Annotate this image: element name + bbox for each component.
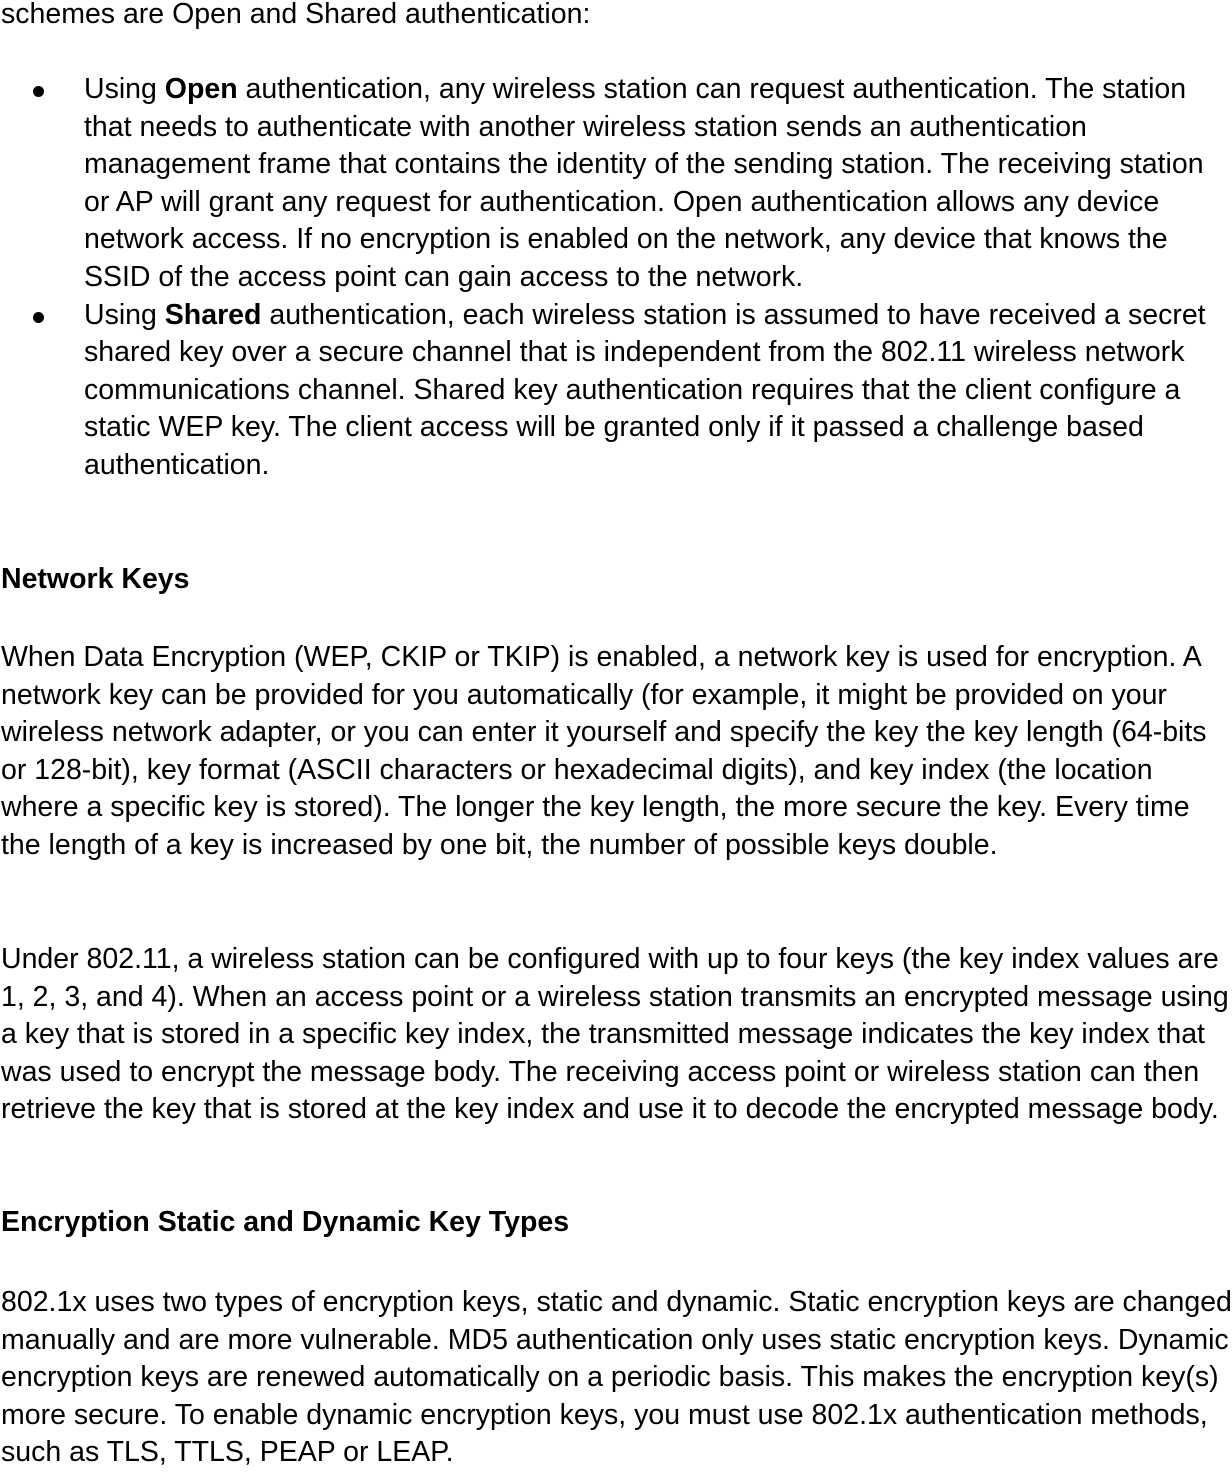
list-item-shared <box>0 297 1232 485</box>
bullet-text: authentication, any wireless station can request authentication. The station that needs to authenticate with another wireless station sends an authentication management frame that contains the identity of the sending station. The receiving station or AP will grant any request for authentication. Open authentication allows any device network access. If no encryption is enabled on the network, any device that knows the SSID of the access point can gain access to the network. <box>84 73 1204 293</box>
intro-text: schemes are Open and Shared authentication: <box>1 0 591 30</box>
bullet-icon <box>33 312 44 323</box>
paragraph-network-keys-1: When Data Encryption (WEP, CKIP or TKIP) is enabled, a network key is used for encryption. A network key can be provided for you automatically (for example, it might be provided on your wireless network adapter, or you can enter it yourself and specify the key the key length (64-bits or 128-bit), key format (ASCII characters or hexadecimal digits), and key index (the location where a specific key is stored). The longer the key length, the more secure the key. Every time the length of a key is increased by one bit, the number of possible keys double. <box>1 641 1207 861</box>
heading-key-types: Encryption Static and Dynamic Key Types <box>1 1206 570 1238</box>
list-item-open <box>0 71 1232 297</box>
term-open: Open <box>164 73 238 105</box>
bullet-icon <box>33 86 44 97</box>
term-shared: Shared <box>164 298 262 331</box>
auth-scheme-list <box>0 71 1232 485</box>
bullet-prefix: Using <box>84 73 165 105</box>
paragraph-network-keys-2: Under 802.11, a wireless station can be configured with up to four keys (the key index values are 1, 2, 3, and 4). When an access point or a wireless station transmits an encrypted message using a key that is stored in a specific key index, the transmitted message indicates the key index that was used to encrypt the message body. The receiving access point or wireless station can then retrieve the key that is stored at the key index and use it to decode the encrypted message body. <box>1 943 1229 1126</box>
heading-network-keys: Network Keys <box>1 563 190 595</box>
paragraph-key-types: 802.1x uses two types of encryption keys, static and dynamic. Static encryption keys are changed manually and are more vulnerable. MD5 authentication only uses static encryption keys. Dynamic encryption keys are renewed automatically on a periodic basis. This makes the encryption key(s) more secure. To enable dynamic encryption keys, you must use 802.1x authentication methods, such as TLS, TTLS, PEAP or LEAP. <box>1 1286 1232 1469</box>
bullet-prefix: Using <box>84 298 165 331</box>
bullet-text: authentication, each wireless station is assumed to have received a secret shared key over a secure channel that is independent from the 802.11 wireless network communications channel. Shared key authentication requires that the client configure a static WEP key. The client access will be granted only if it passed a challenge based authentication. <box>84 298 1206 481</box>
